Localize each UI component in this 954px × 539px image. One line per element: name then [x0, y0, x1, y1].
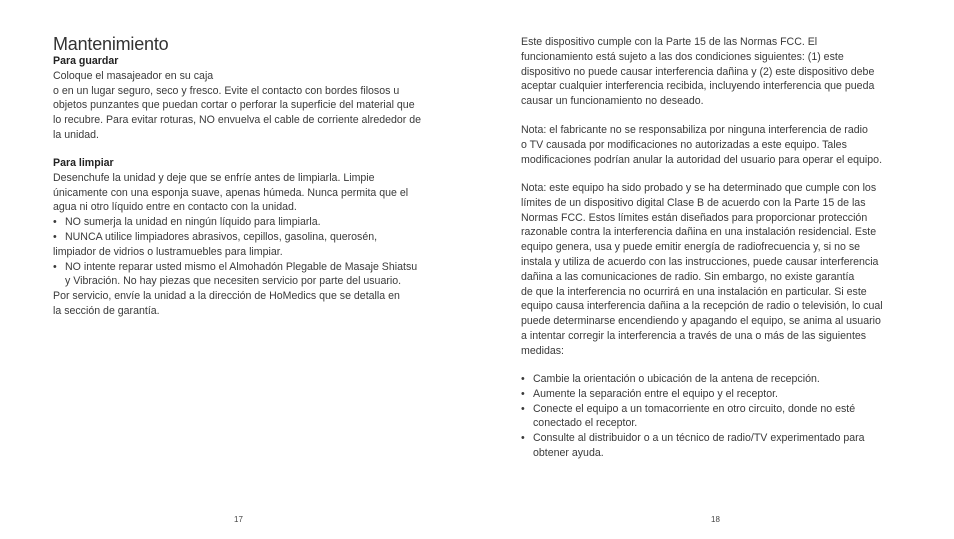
paragraph-line: aceptar cualquier interferencia recibida, incluyendo interferencia que pueda — [521, 80, 875, 93]
service-line: la sección de garantía. — [53, 304, 160, 317]
bullet-continuation: obtener ayuda. — [533, 446, 604, 459]
bullet-icon: • — [521, 373, 525, 385]
fcc-paragraph-1 — [521, 35, 921, 109]
paragraph-line: Nota: el fabricante no se responsabiliza por ninguna interferencia de radio — [521, 124, 868, 136]
service-line: Por servicio, envíe la unidad a la dirección de HoMedics que se detalla en — [53, 290, 400, 303]
cleaning-heading: Para limpiar — [53, 157, 114, 169]
paragraph-line: a intentar corregir la interferencia a través de una o más de las siguientes — [521, 329, 867, 342]
bullet-continuation: limpiador de vidrios o lustramuebles para limpiar. — [53, 245, 283, 258]
paragraph-line: medidas: — [521, 344, 564, 357]
fcc-paragraph-2 — [521, 123, 921, 167]
measure-bullet-item — [521, 431, 921, 446]
storage-line: la unidad. — [53, 128, 99, 141]
paragraph-line: o TV causada por modificaciones no autorizadas a este equipo. Tales — [521, 138, 847, 151]
page-number: 18 — [711, 515, 720, 524]
cleaning-line: únicamente con una esponja suave, apenas húmeda. Nunca permita que el — [53, 186, 409, 199]
storage-line: Coloque el masajeador en su caja — [53, 69, 214, 82]
bullet-icon: • — [521, 432, 525, 445]
bullet-icon: • — [53, 260, 57, 273]
paragraph-line: causar un funcionamiento no deseado. — [521, 95, 704, 108]
bullet-continuation: y Vibración. No hay piezas que necesiten servicio por parte del usuario. — [65, 275, 402, 288]
bullet-text: Conecte el equipo a un tomacorriente en otro circuito, donde no esté — [533, 402, 856, 415]
storage-section — [53, 54, 453, 143]
paragraph-line: Normas FCC. Estos límites están diseñados para proporcionar protección — [521, 211, 868, 224]
paragraph-line: modificaciones podrían anular la autoridad del usuario para operar el equipo. — [521, 153, 883, 166]
paragraph-line: puede determinarse encendiendo y apagando el equipo, se anima al usuario — [521, 315, 881, 328]
bullet-icon: • — [53, 230, 57, 243]
bullet-icon: • — [521, 402, 525, 415]
paragraph-line: funcionamiento está sujeto a las dos condiciones siguientes: (1) este — [521, 50, 844, 63]
page-title: Mantenimiento — [53, 34, 169, 54]
paragraph-line: equipo causa interferencia dañina a la recepción de radio o televisión, lo cual — [521, 300, 883, 313]
page-number: 17 — [234, 515, 243, 524]
paragraph-line: razonable contra la interferencia dañina en una instalación residencial. Este — [521, 226, 877, 239]
paragraph-line: instala y utiliza de acuerdo con las instrucciones, puede causar interferencia — [521, 255, 879, 268]
bullet-text: NUNCA utilice limpiadores abrasivos, cepillos, gasolina, querosén, — [65, 230, 378, 243]
bullet-icon: • — [53, 216, 57, 229]
storage-line: o en un lugar seguro, seco y fresco. Evite el contacto con bordes filosos u — [53, 84, 400, 97]
paragraph-line: dispositivo no puede causar interferencia dañina y (2) este dispositivo debe — [521, 65, 875, 78]
measure-bullet-item — [521, 402, 921, 417]
bullet-text: Aumente la separación entre el equipo y el receptor. — [533, 387, 778, 400]
cleaning-bullet-item — [53, 215, 453, 230]
cleaning-bullet-item — [53, 260, 453, 275]
paragraph-line: Nota: este equipo ha sido probado y se ha determinado que cumple con los — [521, 182, 877, 194]
paragraph-line: dañina a las comunicaciones de radio. Sin embargo, no existe garantía — [521, 270, 855, 283]
storage-line: lo recubre. Para evitar roturas, NO envuelva el cable de corriente alrededor de — [53, 114, 422, 127]
paragraph-line: Este dispositivo cumple con la Parte 15 de las Normas FCC. El — [521, 36, 818, 48]
paragraph-line: equipo genera, usa y puede emitir energía de radiofrecuencia y, si no se — [521, 241, 861, 254]
cleaning-bullet-item — [53, 230, 453, 245]
bullet-text: NO sumerja la unidad en ningún líquido para limpiarla. — [65, 216, 321, 229]
right-page — [477, 0, 954, 539]
bullet-text: Consulte al distribuidor o a un técnico de radio/TV experimentado para — [533, 432, 865, 445]
fcc-paragraph-3 — [521, 181, 921, 359]
paragraph-line: de que la interferencia no ocurrirá en una instalación en particular. Si este — [521, 285, 867, 298]
fcc-measures-list — [521, 372, 921, 461]
paragraph-line: límites de un dispositivo digital Clase B de acuerdo con la Parte 15 de las — [521, 196, 866, 209]
cleaning-section — [53, 156, 453, 319]
storage-heading: Para guardar — [53, 55, 119, 67]
bullet-icon: • — [521, 387, 525, 400]
measure-bullet-item — [521, 372, 921, 387]
bullet-text: Cambie la orientación o ubicación de la antena de recepción. — [533, 373, 820, 385]
cleaning-line: agua ni otro líquido entre en contacto con la unidad. — [53, 201, 297, 214]
cleaning-line: Desenchufe la unidad y deje que se enfríe antes de limpiarla. Limpie — [53, 171, 375, 184]
storage-line: objetos punzantes que puedan cortar o perforar la superficie del material que — [53, 99, 415, 112]
measure-bullet-item — [521, 387, 921, 402]
bullet-continuation: conectado el receptor. — [533, 417, 638, 430]
bullet-text: NO intente reparar usted mismo el Almohadón Plegable de Masaje Shiatsu — [65, 260, 418, 273]
